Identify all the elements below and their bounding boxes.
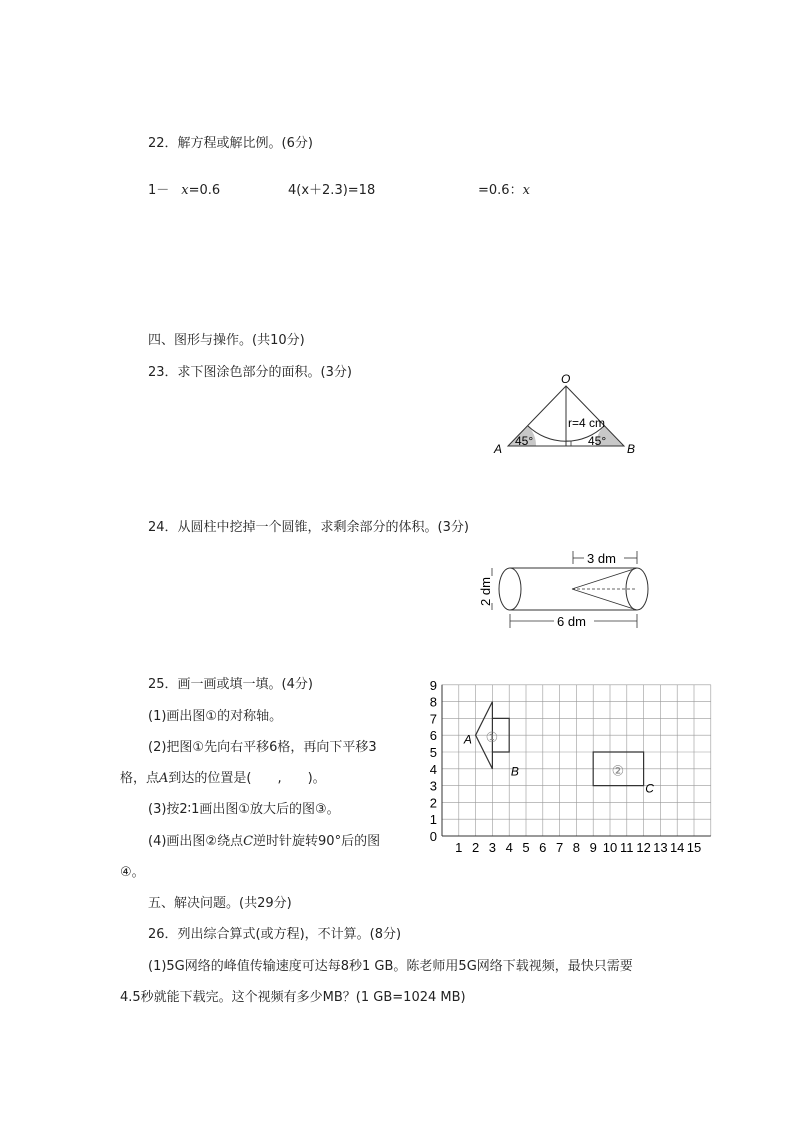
q22-eq3-var: x <box>522 183 530 198</box>
grid-lines <box>442 685 711 836</box>
point-c-label: C <box>645 781 654 796</box>
x-tick-label: 12 <box>636 840 651 855</box>
q24-cylinder-figure <box>474 548 654 634</box>
y-tick-label: 6 <box>429 728 437 744</box>
y-tick-label: 2 <box>429 795 437 811</box>
q22-equation-3 <box>478 183 530 199</box>
q22-equation-2: 4(x＋2.3)=18 <box>288 183 376 198</box>
y-tick-label: 4 <box>429 761 437 777</box>
q22-eq1-right: =0.6 <box>188 183 221 198</box>
shape-1-label: ① <box>485 728 499 745</box>
x-tick-label: 11 <box>620 840 634 855</box>
q25-grid-figure <box>426 672 716 858</box>
q23-label-a: A <box>494 442 503 456</box>
x-tick-label: 10 <box>602 840 618 855</box>
x-tick-label: 1 <box>455 840 463 855</box>
x-tick-label: 7 <box>555 840 564 855</box>
x-tick-label: 3 <box>488 840 497 855</box>
y-tick-label: 3 <box>429 778 437 794</box>
q22-equation-1 <box>148 183 220 199</box>
y-tick-label: 5 <box>429 745 437 760</box>
q26-title: 26．列出综合算式(或方程)，不计算。(8分) <box>148 927 402 942</box>
q24-left-ellipse <box>499 568 521 610</box>
q23-right-angle-mark <box>566 441 571 446</box>
q25-title: 25．画一画或填一填。(4分) <box>148 677 313 692</box>
q25-item-1: (1)画出图①的对称轴。 <box>148 709 283 724</box>
q23-label-o: O <box>561 372 571 386</box>
x-tick-label: 4 <box>505 840 513 855</box>
q23-triangle-figure <box>490 368 640 460</box>
shape-2-label: ② <box>611 762 625 779</box>
q22-title: 22．解方程或解比例。(6分) <box>148 136 313 151</box>
x-tick-label: 15 <box>686 840 702 855</box>
q25-item-4-line-1 <box>148 834 380 850</box>
y-tick-label: 7 <box>429 711 437 727</box>
q26-item-1-line-1: (1)5G网络的峰值传输速度可达每8秒1 GB。陈老师用5G网络下载视频，最快只需要 <box>148 959 633 974</box>
q24-cone-label: 3 dm <box>587 551 616 566</box>
q25-item-2-pre: 格，点 <box>120 771 160 786</box>
y-tick-label: 8 <box>429 694 437 710</box>
q23-angle-left: 45° <box>515 434 534 448</box>
q25-item-3: (3)按2∶1画出图①放大后的图③。 <box>148 802 340 817</box>
y-tick-label: 9 <box>429 677 437 693</box>
q25-item-2-line-2 <box>120 771 326 787</box>
q25-item-2-post: 到达的位置是( , )。 <box>168 771 326 786</box>
section-5-title: 五、解决问题。(共29分) <box>148 896 292 911</box>
q25-item-4-line-2: ④。 <box>120 865 145 880</box>
section-4-title: 四、图形与操作。(共10分) <box>148 333 305 348</box>
q23-angle-right: 45° <box>588 434 607 448</box>
x-tick-label: 2 <box>471 840 480 855</box>
x-tick-label: 6 <box>539 840 547 855</box>
q25-item-4-post: 逆时针旋转90°后的图 <box>253 834 381 849</box>
q22-eq1-left: 1－ <box>148 183 170 198</box>
q22-eq1-var: x <box>181 183 189 198</box>
point-b-label: B <box>510 764 519 779</box>
y-tick-label: 0 <box>429 829 437 844</box>
q23-label-b: B <box>627 442 636 456</box>
x-tick-label: 14 <box>669 840 685 855</box>
y-tick-label: 1 <box>429 812 437 828</box>
q24-height-label: 2 dm <box>478 577 493 606</box>
q26-item-1-line-2: 4.5秒就能下载完。这个视频有多少MB？(1 GB=1024 MB) <box>120 990 466 1005</box>
q24-title: 24．从圆柱中挖掉一个圆锥，求剩余部分的体积。(3分) <box>148 520 469 535</box>
q25-item-4-pre: (4)画出图②绕点 <box>148 834 244 849</box>
q23-radius-label: r=4 cm <box>568 416 606 430</box>
x-tick-label: 9 <box>589 840 597 855</box>
point-a-label: A <box>463 732 472 747</box>
x-tick-label: 13 <box>653 840 668 855</box>
q25-item-2-point: A <box>159 771 169 786</box>
q24-length-label: 6 dm <box>557 614 586 629</box>
q25-item-4-point: C <box>243 834 254 849</box>
x-tick-label: 8 <box>572 840 581 855</box>
q23-title: 23．求下图涂色部分的面积。(3分) <box>148 365 352 380</box>
q25-item-2-line-1: (2)把图①先向右平移6格，再向下平移3 <box>148 740 377 755</box>
q22-eq3-left: =0.6： <box>478 183 523 198</box>
x-tick-label: 5 <box>522 840 530 855</box>
